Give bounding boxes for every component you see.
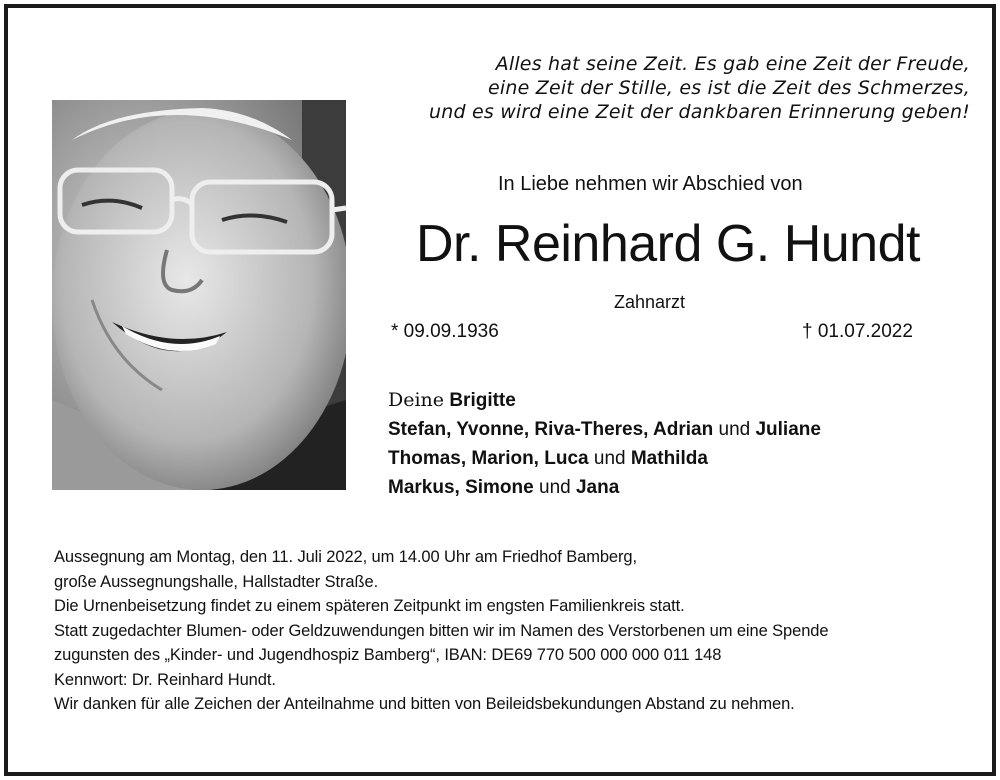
family-line xyxy=(388,386,821,415)
family-name: Jana xyxy=(575,477,620,498)
quote-line: Alles hat seine Zeit. Es gab eine Zeit der Freude, xyxy=(495,53,970,75)
family-names: Markus, Simone xyxy=(388,477,534,498)
family-name: Mathilda xyxy=(630,448,708,469)
notice-line: Wir danken für alle Zeichen der Anteilnahme und bitten von Beileidsbekundungen Abstand zu nehmen. xyxy=(54,695,795,713)
notice-line: Kennwort: Dr. Reinhard Hundt. xyxy=(54,670,276,689)
notice-line: Die Urnenbeisetzung findet zu einem späteren Zeitpunkt im engsten Familienkreis statt. xyxy=(54,597,685,615)
family-and: und xyxy=(718,419,751,440)
notice-line: Statt zugedachter Blumen- oder Geldzuwendungen bitten wir im Namen des Verstorbenen um eine Spende xyxy=(54,621,829,640)
obituary-frame xyxy=(4,4,996,776)
family-signatures xyxy=(388,386,821,502)
deceased-name: Dr. Reinhard G. Hundt xyxy=(416,215,920,273)
funeral-notice xyxy=(54,545,828,717)
family-and: und xyxy=(539,477,571,498)
quote-line: und es wird eine Zeit der dankbaren Erinnerung geben! xyxy=(428,101,970,123)
family-line xyxy=(388,473,821,502)
birth-date: * 09.09.1936 xyxy=(391,321,499,342)
notice-line: Aussegnung am Montag, den 11. Juli 2022, um 14.00 Uhr am Friedhof Bamberg, xyxy=(54,548,637,566)
memorial-quote xyxy=(429,52,970,124)
farewell-intro: In Liebe nehmen wir Abschied von xyxy=(498,173,803,195)
family-name: Brigitte xyxy=(449,390,516,411)
family-line xyxy=(388,415,821,444)
family-names: Thomas, Marion, Luca xyxy=(388,448,589,469)
profession: Zahnarzt xyxy=(614,292,686,312)
family-line xyxy=(388,444,821,473)
family-name: Juliane xyxy=(755,419,821,440)
death-date: † 01.07.2022 xyxy=(802,321,913,342)
portrait-photo xyxy=(52,100,346,490)
family-prefix: Deine xyxy=(388,389,445,411)
family-names: Stefan, Yvonne, Riva-Theres, Adrian xyxy=(388,419,714,440)
notice-line: große Aussegnungshalle, Hallstadter Straße. xyxy=(54,572,379,591)
quote-line: eine Zeit der Stille, es ist die Zeit des Schmerzes, xyxy=(487,77,970,99)
family-and: und xyxy=(593,448,626,469)
notice-line: zugunsten des „Kinder- und Jugendhospiz Bamberg“, IBAN: DE69 770 500 000 000 011 148 xyxy=(54,646,722,664)
